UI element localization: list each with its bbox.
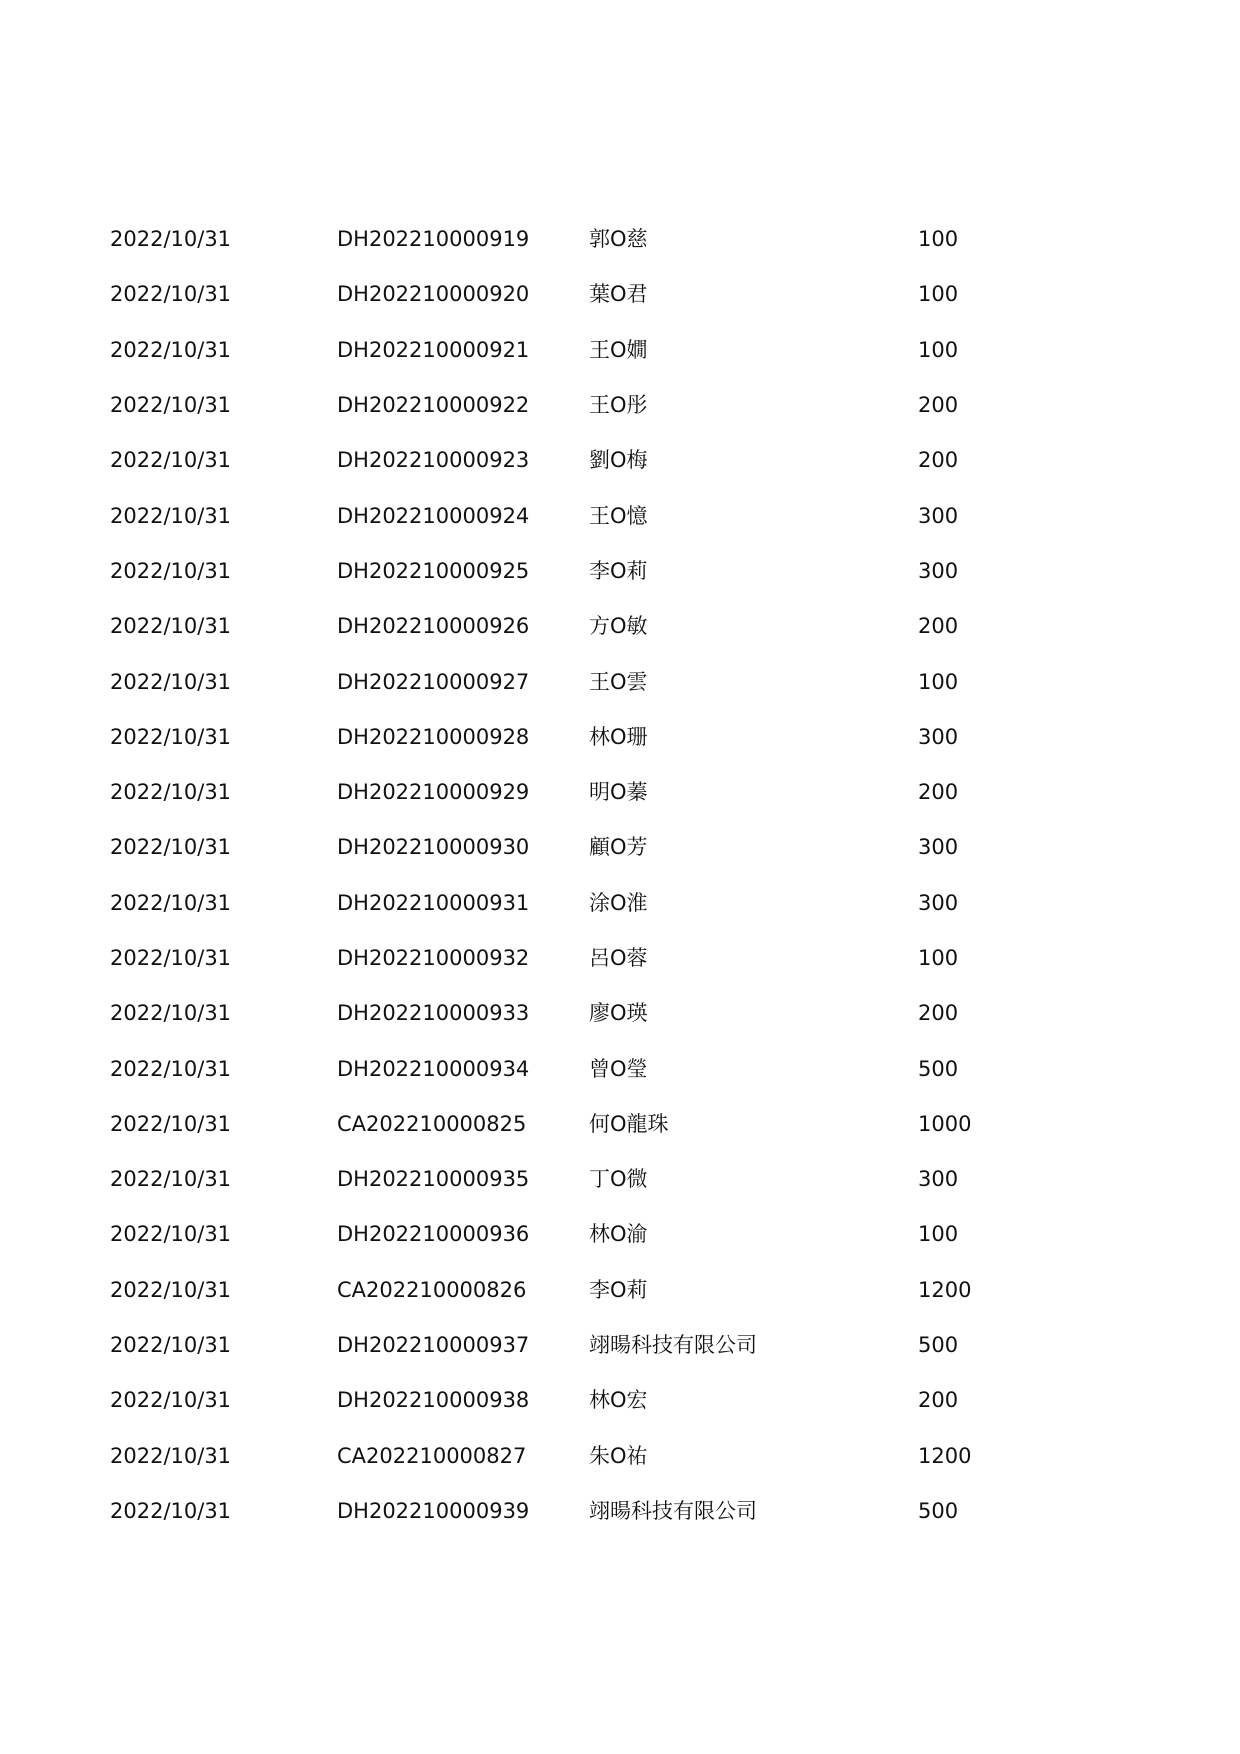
table-row — [0, 544, 1240, 599]
receipt-number-cell: DH202210000927 — [337, 669, 530, 694]
table-row — [0, 1097, 1240, 1152]
receipt-number-cell: DH202210000923 — [337, 448, 530, 473]
receipt-number-cell: CA202210000825 — [337, 1111, 527, 1136]
donation-amount-cell: 1200 — [918, 1443, 972, 1468]
donation-date-cell: 2022/10/31 — [110, 1498, 232, 1523]
receipt-number-cell: DH202210000934 — [337, 1056, 530, 1081]
table-row — [0, 1429, 1240, 1484]
donation-date-cell: 2022/10/31 — [110, 1056, 232, 1081]
table-row — [0, 433, 1240, 488]
donor-name-cell: 曾O瑩 — [589, 1056, 648, 1081]
donor-name-cell: 何O龍珠 — [589, 1111, 669, 1136]
donation-date-cell: 2022/10/31 — [110, 946, 232, 970]
donor-name-cell: 顧O芳 — [589, 835, 648, 860]
receipt-number-cell: DH202210000939 — [337, 1498, 530, 1523]
donor-name-cell: 李O莉 — [589, 1277, 648, 1302]
donation-date-cell: 2022/10/31 — [110, 1167, 232, 1192]
donation-date-cell: 2022/10/31 — [110, 1111, 232, 1136]
receipt-number-cell: DH202210000932 — [337, 946, 530, 970]
donation-amount-cell: 200 — [918, 1388, 959, 1413]
donor-name-cell: 涂O淮 — [589, 890, 648, 915]
receipt-number-cell: DH202210000933 — [337, 1001, 530, 1026]
donation-amount-cell: 100 — [918, 282, 959, 307]
donation-amount-cell: 100 — [918, 946, 959, 970]
donation-amount-cell: 300 — [918, 503, 959, 528]
donation-amount-cell: 100 — [918, 1222, 959, 1247]
receipt-number-cell: DH202210000937 — [337, 1333, 530, 1358]
table-row — [0, 986, 1240, 1041]
donation-date-cell: 2022/10/31 — [110, 503, 232, 528]
donation-amount-cell: 100 — [918, 227, 959, 252]
donation-date-cell: 2022/10/31 — [110, 227, 232, 252]
table-row — [0, 876, 1240, 931]
donation-date-cell: 2022/10/31 — [110, 1001, 232, 1026]
table-row — [0, 1041, 1240, 1096]
table-row — [0, 212, 1240, 267]
table-row — [0, 378, 1240, 433]
receipt-number-cell: DH202210000925 — [337, 558, 530, 583]
receipt-number-cell: DH202210000920 — [337, 282, 530, 307]
donor-name-cell: 王O憶 — [589, 503, 648, 528]
donor-name-cell: 王O嫺 — [589, 337, 648, 362]
donor-name-cell: 翊暘科技有限公司 — [589, 1498, 757, 1523]
donor-name-cell: 李O莉 — [589, 558, 648, 583]
table-row — [0, 1207, 1240, 1262]
donor-name-cell: 林O渝 — [589, 1222, 648, 1247]
donor-name-cell: 葉O君 — [589, 282, 648, 307]
donation-date-cell: 2022/10/31 — [110, 282, 232, 307]
donation-amount-cell: 300 — [918, 558, 959, 583]
donation-amount-cell: 200 — [918, 393, 959, 418]
donation-date-cell: 2022/10/31 — [110, 614, 232, 639]
table-row — [0, 599, 1240, 654]
donation-date-cell: 2022/10/31 — [110, 724, 232, 749]
donation-amount-cell: 200 — [918, 448, 959, 473]
receipt-number-cell: DH202210000930 — [337, 835, 530, 860]
donation-amount-cell: 100 — [918, 669, 959, 694]
donation-date-cell: 2022/10/31 — [110, 448, 232, 473]
donation-date-cell: 2022/10/31 — [110, 1222, 232, 1247]
table-row — [0, 765, 1240, 820]
donor-name-cell: 翊暘科技有限公司 — [589, 1333, 757, 1358]
donation-date-cell: 2022/10/31 — [110, 1388, 232, 1413]
donor-name-cell: 王O雲 — [589, 669, 648, 694]
donor-name-cell: 劉O梅 — [589, 448, 648, 473]
receipt-number-cell: DH202210000929 — [337, 780, 530, 805]
donor-name-cell: 林O珊 — [589, 724, 648, 749]
donation-date-cell: 2022/10/31 — [110, 393, 232, 418]
receipt-number-cell: DH202210000931 — [337, 890, 530, 915]
table-row — [0, 1484, 1240, 1539]
receipt-number-cell: CA202210000826 — [337, 1277, 527, 1302]
receipt-number-cell: DH202210000924 — [337, 503, 530, 528]
donation-amount-cell: 1000 — [918, 1111, 972, 1136]
donation-date-cell: 2022/10/31 — [110, 337, 232, 362]
receipt-number-cell: DH202210000926 — [337, 614, 530, 639]
donation-amount-cell: 200 — [918, 614, 959, 639]
table-row — [0, 931, 1240, 986]
donation-date-cell: 2022/10/31 — [110, 780, 232, 805]
donation-amount-cell: 500 — [918, 1498, 959, 1523]
donation-date-cell: 2022/10/31 — [110, 1443, 232, 1468]
table-row — [0, 1152, 1240, 1207]
table-row — [0, 323, 1240, 378]
donation-date-cell: 2022/10/31 — [110, 1333, 232, 1358]
table-row — [0, 1263, 1240, 1318]
receipt-number-cell: DH202210000921 — [337, 337, 530, 362]
receipt-number-cell: DH202210000935 — [337, 1167, 530, 1192]
donation-date-cell: 2022/10/31 — [110, 669, 232, 694]
donor-name-cell: 明O蓁 — [589, 780, 648, 805]
donation-amount-cell: 200 — [918, 1001, 959, 1026]
donor-name-cell: 朱O祐 — [589, 1443, 648, 1468]
donor-name-cell: 方O敏 — [589, 614, 648, 639]
receipt-number-cell: DH202210000928 — [337, 724, 530, 749]
receipt-number-cell: CA202210000827 — [337, 1443, 527, 1468]
donation-amount-cell: 300 — [918, 724, 959, 749]
donation-date-cell: 2022/10/31 — [110, 890, 232, 915]
table-row — [0, 654, 1240, 709]
donor-name-cell: 王O彤 — [589, 393, 648, 418]
donation-date-cell: 2022/10/31 — [110, 558, 232, 583]
receipt-number-cell: DH202210000919 — [337, 227, 530, 252]
donation-amount-cell: 300 — [918, 1167, 959, 1192]
table-row — [0, 488, 1240, 543]
donor-name-cell: 呂O蓉 — [589, 946, 648, 970]
donor-name-cell: 丁O微 — [589, 1167, 648, 1192]
donation-date-cell: 2022/10/31 — [110, 835, 232, 860]
donation-amount-cell: 500 — [918, 1056, 959, 1081]
donation-amount-cell: 100 — [918, 337, 959, 362]
donation-amount-cell: 500 — [918, 1333, 959, 1358]
donor-name-cell: 林O宏 — [589, 1388, 648, 1413]
donation-amount-cell: 300 — [918, 890, 959, 915]
receipt-number-cell: DH202210000936 — [337, 1222, 530, 1247]
donor-name-cell: 廖O瑛 — [589, 1001, 648, 1026]
donation-amount-cell: 1200 — [918, 1277, 972, 1302]
receipt-number-cell: DH202210000922 — [337, 393, 530, 418]
table-row — [0, 710, 1240, 765]
donation-list-body — [0, 212, 1240, 1539]
donation-date-cell: 2022/10/31 — [110, 1277, 232, 1302]
donation-amount-cell: 200 — [918, 780, 959, 805]
table-row — [0, 1373, 1240, 1428]
donor-name-cell: 郭O慈 — [589, 227, 648, 252]
table-row — [0, 267, 1240, 322]
donation-amount-cell: 300 — [918, 835, 959, 860]
table-row — [0, 1318, 1240, 1373]
receipt-number-cell: DH202210000938 — [337, 1388, 530, 1413]
donation-list-table — [0, 212, 1240, 1539]
table-row — [0, 820, 1240, 875]
